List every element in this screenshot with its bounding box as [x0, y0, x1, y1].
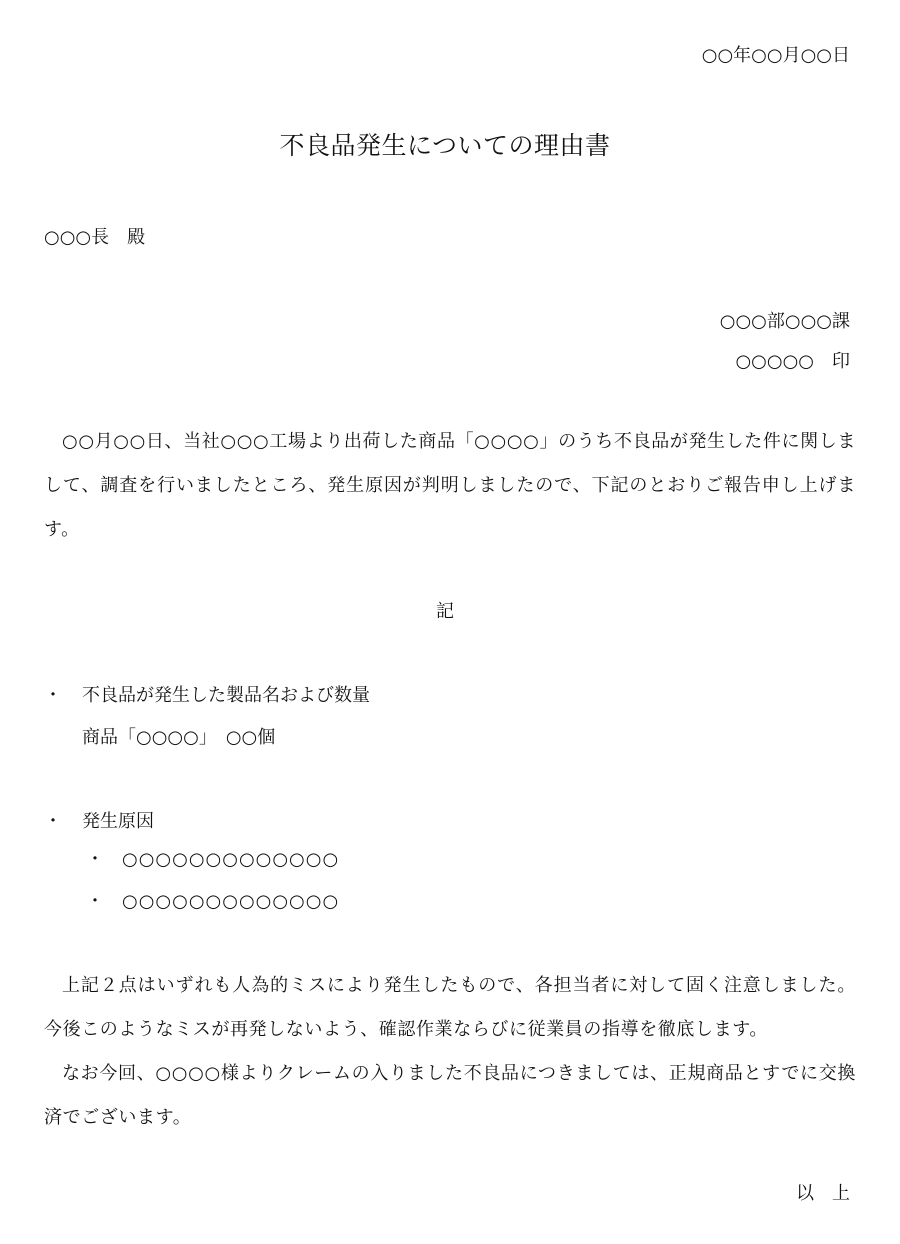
ki-heading: 記	[436, 601, 454, 622]
item-bullet: ・	[44, 811, 62, 832]
closing-paragraph-1: 上記２点はいずれも人為的ミスにより発生したもので、各担当者に対して固く注意しました。今後このようなミスが再発しないよう、確認作業ならびに従業員の指導を徹底します。	[44, 975, 856, 1040]
subitem-bullet: ・	[86, 891, 104, 912]
document-date: ○○年○○月○○日	[701, 45, 850, 66]
item-detail-product: 商品「○○○○」 ○○個	[82, 727, 276, 748]
ijou-closing: 以 上	[796, 1183, 850, 1204]
item-bullet: ・	[44, 685, 62, 706]
intro-paragraph: ○○月○○日、当社○○○工場より出荷した商品「○○○○」のうち不良品が発生した件に関しまして、調査を行いましたところ、発生原因が判明しましたので、下記のとおりご報告申し上げます。	[44, 431, 856, 540]
item-heading-cause: 発生原因	[82, 811, 154, 832]
sender-name-seal: ○○○○○ 印	[735, 351, 850, 372]
item-heading-product: 不良品が発生した製品名および数量	[82, 685, 370, 706]
subitem-text: ○○○○○○○○○○○○○	[122, 891, 340, 912]
sender-department: ○○○部○○○課	[719, 311, 850, 332]
subitem-text: ○○○○○○○○○○○○○	[122, 849, 340, 870]
document-title: 不良品発生についての理由書	[279, 131, 611, 160]
closing-paragraph-2: なお今回、○○○○様よりクレームの入りました不良品につきましては、正規商品とすでに交換済でございます。	[44, 1063, 856, 1128]
subitem-bullet: ・	[86, 849, 104, 870]
addressee: ○○○長 殿	[44, 227, 146, 248]
